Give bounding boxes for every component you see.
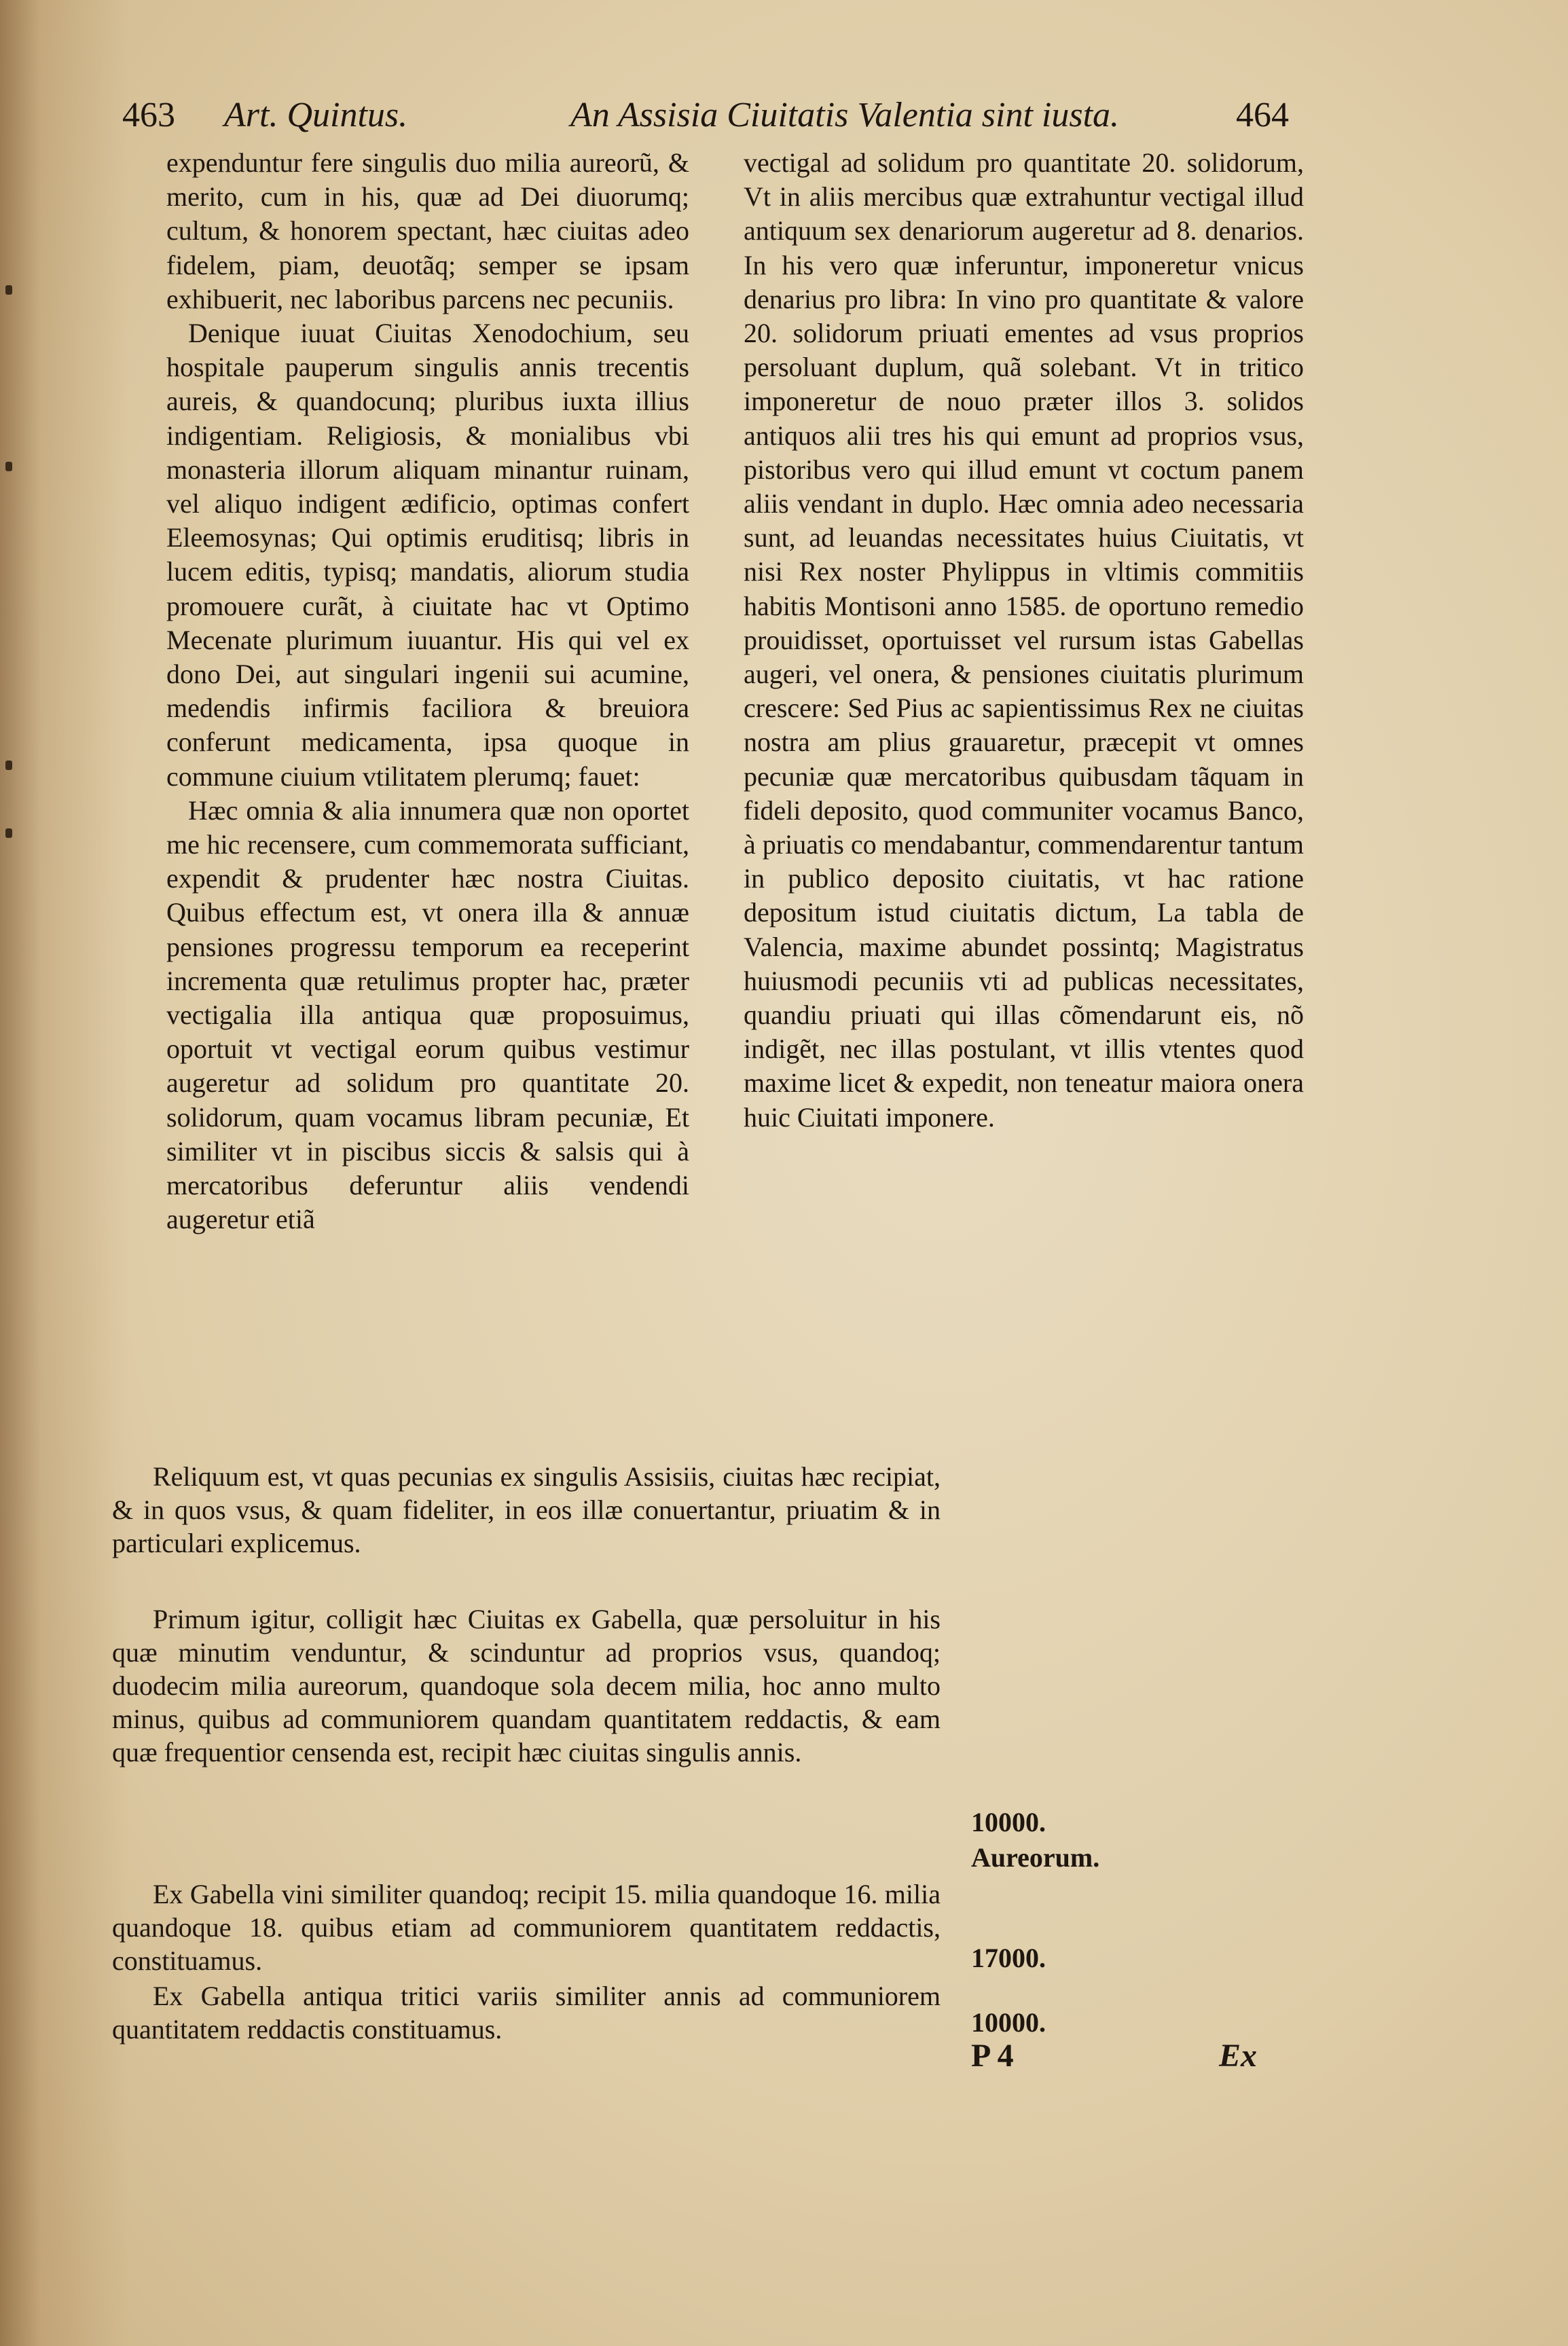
entry-text: Primum igitur, colligit hæc Ciuitas ex Gabella, quæ persoluitur in his quæ minutim venduntur, & scinduntur ad proprios vsus, quandoq; duodecim milia aureorum, quandoque sola decem milia, hoc anno multo minus, quibus ad communiorem quandam quantitatem reddactis, & eam quæ frequentior censenda est, recipit hæc ciuitas singulis annis.: [112, 1604, 941, 1767]
right-text-column: [744, 146, 1304, 1135]
paragraph: expenduntur fere singulis duo milia aureorũ, & merito, cum in his, quæ ad Dei diuorumq; cultum, & honorem spectant, hæc ciuitas adeo fidelem, piam, deuotãq; semper se ipsam exhibuerit, nec laboribus parcens nec pecuniis.: [166, 147, 689, 314]
gabella-entry: [112, 1602, 941, 1769]
signature-mark: P 4: [971, 2038, 1014, 2074]
catchword: Ex: [1219, 2038, 1258, 2074]
gabella-entry: [112, 1979, 941, 2046]
running-header: [122, 88, 1317, 143]
left-page-number: 463: [122, 96, 175, 134]
entry-text: Ex Gabella vini similiter quandoq; recipit 15. milia quandoque 16. milia quandoque 18. quibus etiam ad communiorem quantitatem reddactis, constituamus.: [112, 1879, 941, 1976]
page-edge-marks: [5, 285, 26, 896]
intro-paragraph: Reliquum est, vt quas pecunias ex singulis Assisiis, ciuitas hæc recipiat, & in quos vsus, & quam fideliter, in eos illæ conuertantur, priuatim & in particulari explicemus.: [112, 1461, 941, 1558]
lower-intro: [112, 1460, 941, 1560]
left-text-column: [166, 146, 689, 1237]
paragraph: vectigal ad solidum pro quantitate 20. solidorum, Vt in aliis mercibus quæ extrahuntur vectigal illud antiquum sex denariorum augeretur ad 8. denarios. In his vero quæ inferuntur, imponeretur vnicus denarius pro libra: In vino pro quantitate & valore 20. solidorum priuati ementes ad vsus proprios persoluant duplum, quã solebant. Vt in tritico imponeretur de nouo præter illos 3. solidos antiquos alii tres his qui emunt ad proprios vsus, pistoribus vero qui illud emunt vt coctum panem aliis vendant in duplo. Hæc omnia adeo necessaria sunt, ad leuandas necessitates huius Ciuitatis, vt nisi Rex noster Phylippus in vltimis commitiis habitis Montisoni anno 1585. de oportuno remedio prouidisset, oportuisset vel rursum istas Gabellas augeri, vel onera, & pensiones ciuitatis plurimum crescere: Sed Pius ac sapientissimus Rex ne ciuitas nostra am plius grauaretur, præcepit vt omnes pecuniæ quæ mercatoribus quibusdam tãquam in fideli deposito, quod communiter vocamus Banco, à priuatis co mendabantur, commendarentur tantum in publico deposito ciuitatis, vt hac ratione depositum istud ciuitatis dictum, La tabla de Valencia, maxime abundet possintq; Magistratus huiusmodi pecuniis vti ad publicas necessitates, quandiu priuati qui illas cõmendarunt eis, nõ indigẽt, nec illas postulant, vt illis vtentes quod maxime licet & expedit, non teneatur maiora onera huic Ciuitati imponere.: [744, 147, 1304, 1133]
right-page-number: 464: [1236, 96, 1289, 134]
entry-amount: 17000.: [971, 1943, 1046, 1973]
entry-amount: 10000.: [971, 1807, 1046, 1837]
entry-unit: Aureorum.: [971, 1842, 1100, 1873]
right-running-title: An Assisia Ciuitatis Valentia sint iusta.: [570, 96, 1120, 134]
entry-amount: 10000.: [971, 2007, 1046, 2038]
left-running-title: Art. Quintus.: [224, 96, 408, 134]
gabella-entry: [112, 1877, 941, 1977]
paragraph: Hæc omnia & alia innumera quæ non oportet me hic recensere, cum commemorata sufficiant, expendit & prudenter hæc nostra Ciuitas. Quibus effectum est, vt onera illa & annuæ pensiones progressu temporum ea receperint incrementa quæ retulimus propter hac, præter vectigalia illa antiqua quæ proposuimus, oportuit vt vectigal eorum quibus vestimur augeretur ad solidum pro quantitate 20. solidorum, quam vocamus libram pecuniæ, Et similiter vt in piscibus siccis & salsis qui à mercatoribus deferuntur aliis vendendi augeretur etiã: [166, 794, 689, 1235]
paragraph: Denique iuuat Ciuitas Xenodochium, seu hospitale pauperum singulis annis trecentis aureis, & quandocunq; pluribus iuxta illius indigentiam. Religiosis, & monialibus vbi monasteria illorum aliquam minantur ruinam, vel aliquo indigent ædificio, optimas confert Eleemosynas; Qui optimis eruditisq; libris in lucem editis, typisq; mandatis, aliorum studia promouere curãt, à ciuitate hac vt Optimo Mecenate plurimum iuuantur. His qui vel ex dono Dei, aut singulari ingenii sui acumine, medendis infirmis faciliora & breuiora conferunt medicamenta, ipsa quoque in commune ciuium vtilitatem plerumq; fauet:: [166, 318, 689, 792]
entry-text: Ex Gabella antiqua tritici variis similiter annis ad communiorem quantitatem reddactis constituamus.: [112, 1981, 941, 2045]
